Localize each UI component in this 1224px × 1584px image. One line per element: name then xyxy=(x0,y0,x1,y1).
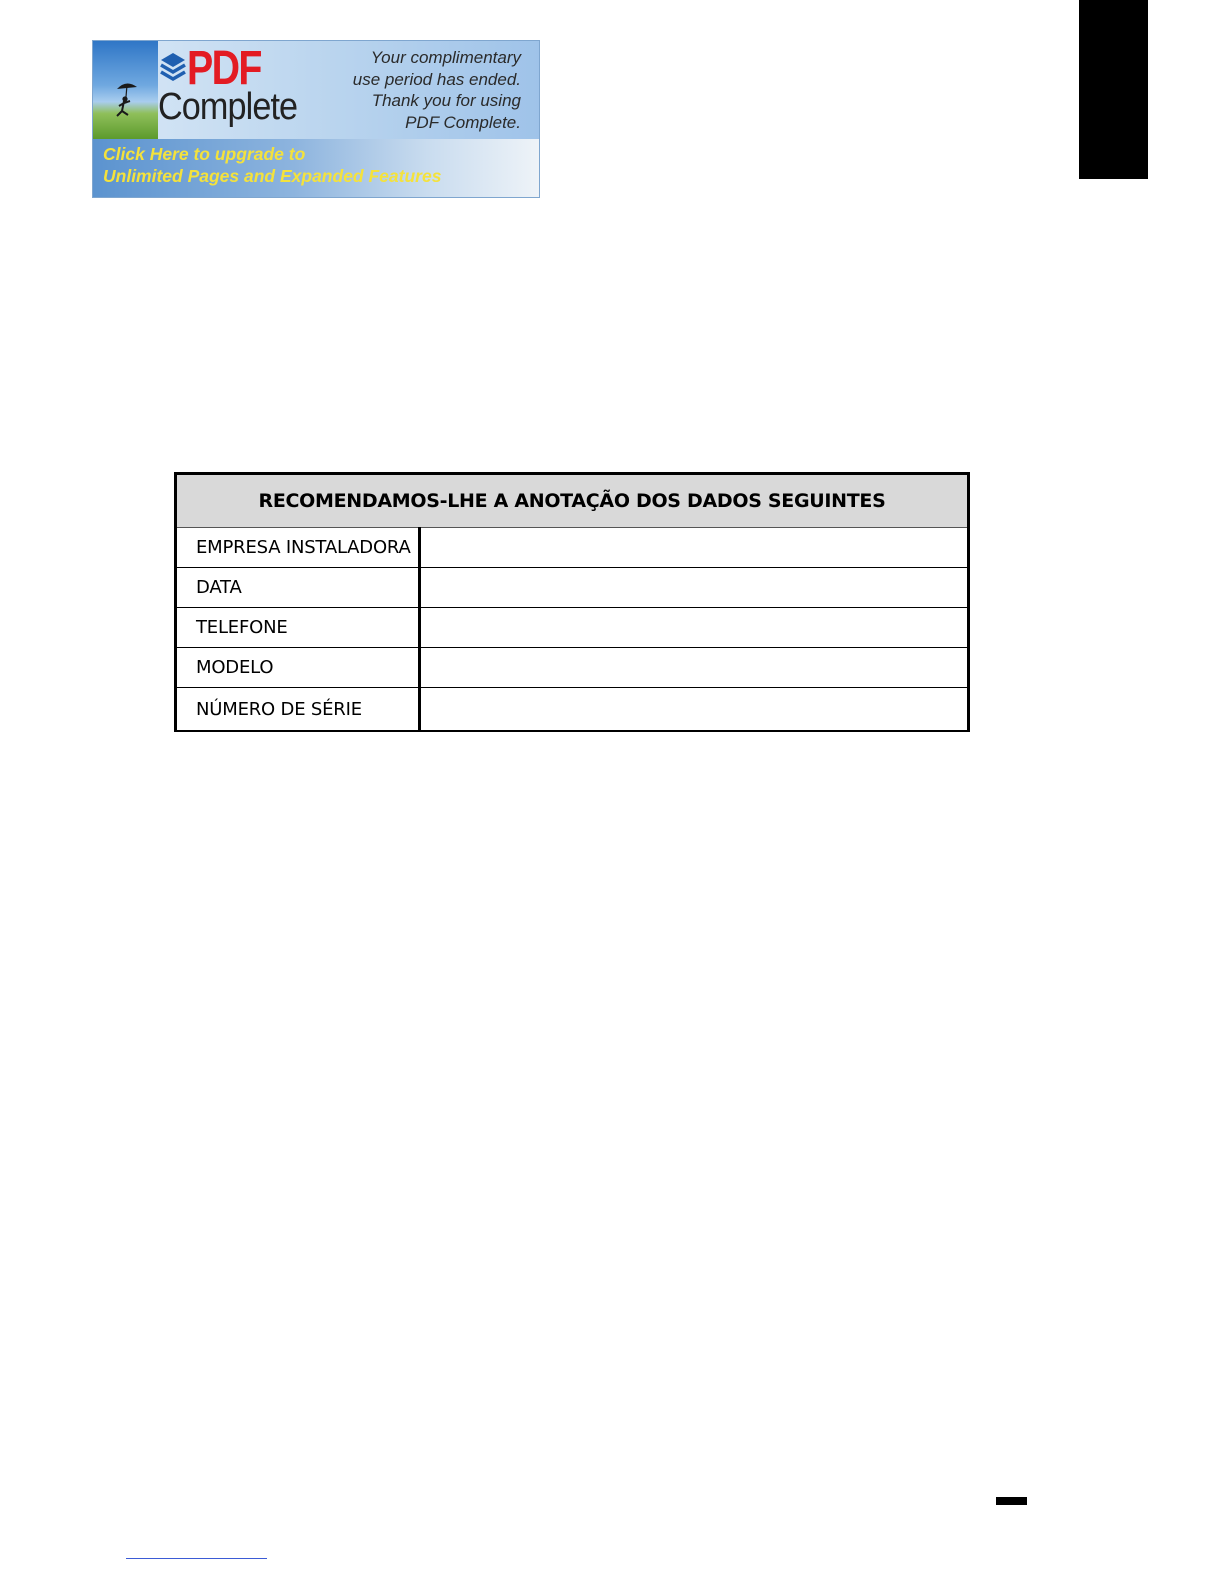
table-row xyxy=(176,648,969,688)
expired-message-line: use period has ended. xyxy=(352,69,521,89)
upgrade-banner[interactable] xyxy=(92,40,540,198)
footer-link-underline xyxy=(126,1558,267,1559)
table-row xyxy=(176,528,969,568)
table-row xyxy=(176,608,969,648)
phone-field[interactable] xyxy=(420,608,969,648)
date-field[interactable] xyxy=(420,568,969,608)
expired-message xyxy=(353,47,521,133)
umbrella-jumper-photo xyxy=(93,41,158,139)
row-label-phone: TELEFONE xyxy=(176,608,420,648)
upgrade-link[interactable] xyxy=(103,143,441,187)
upgrade-link-line[interactable]: Click Here to upgrade to xyxy=(103,144,306,164)
serial-number-field[interactable] xyxy=(420,688,969,732)
table-title: RECOMENDAMOS-LHE A ANOTAÇÃO DOS DADOS SEGUINTES xyxy=(176,474,969,528)
row-label-model: MODELO xyxy=(176,648,420,688)
row-label-serial: NÚMERO DE SÉRIE xyxy=(176,688,420,732)
row-label-date: DATA xyxy=(176,568,420,608)
upgrade-link-panel[interactable] xyxy=(93,139,539,198)
expired-message-line: Your complimentary xyxy=(370,48,521,67)
stacked-layers-icon xyxy=(159,51,187,90)
installer-field[interactable] xyxy=(420,528,969,568)
logo-pdf-text: PDF xyxy=(187,42,261,95)
table-row xyxy=(176,688,969,732)
page-number-dash xyxy=(996,1497,1027,1505)
row-label-installer: EMPRESA INSTALADORA xyxy=(176,528,420,568)
model-field[interactable] xyxy=(420,648,969,688)
logo-complete-text: Complete xyxy=(158,86,298,128)
banner-top-panel xyxy=(93,41,539,139)
expired-message-line: Thank you for using xyxy=(371,91,521,110)
table-row xyxy=(176,568,969,608)
section-tab-marker xyxy=(1079,0,1148,179)
expired-message-line: PDF Complete. xyxy=(405,112,521,132)
upgrade-link-line[interactable]: Unlimited Pages and Expanded Features xyxy=(103,166,442,186)
installation-record-table xyxy=(174,472,970,732)
